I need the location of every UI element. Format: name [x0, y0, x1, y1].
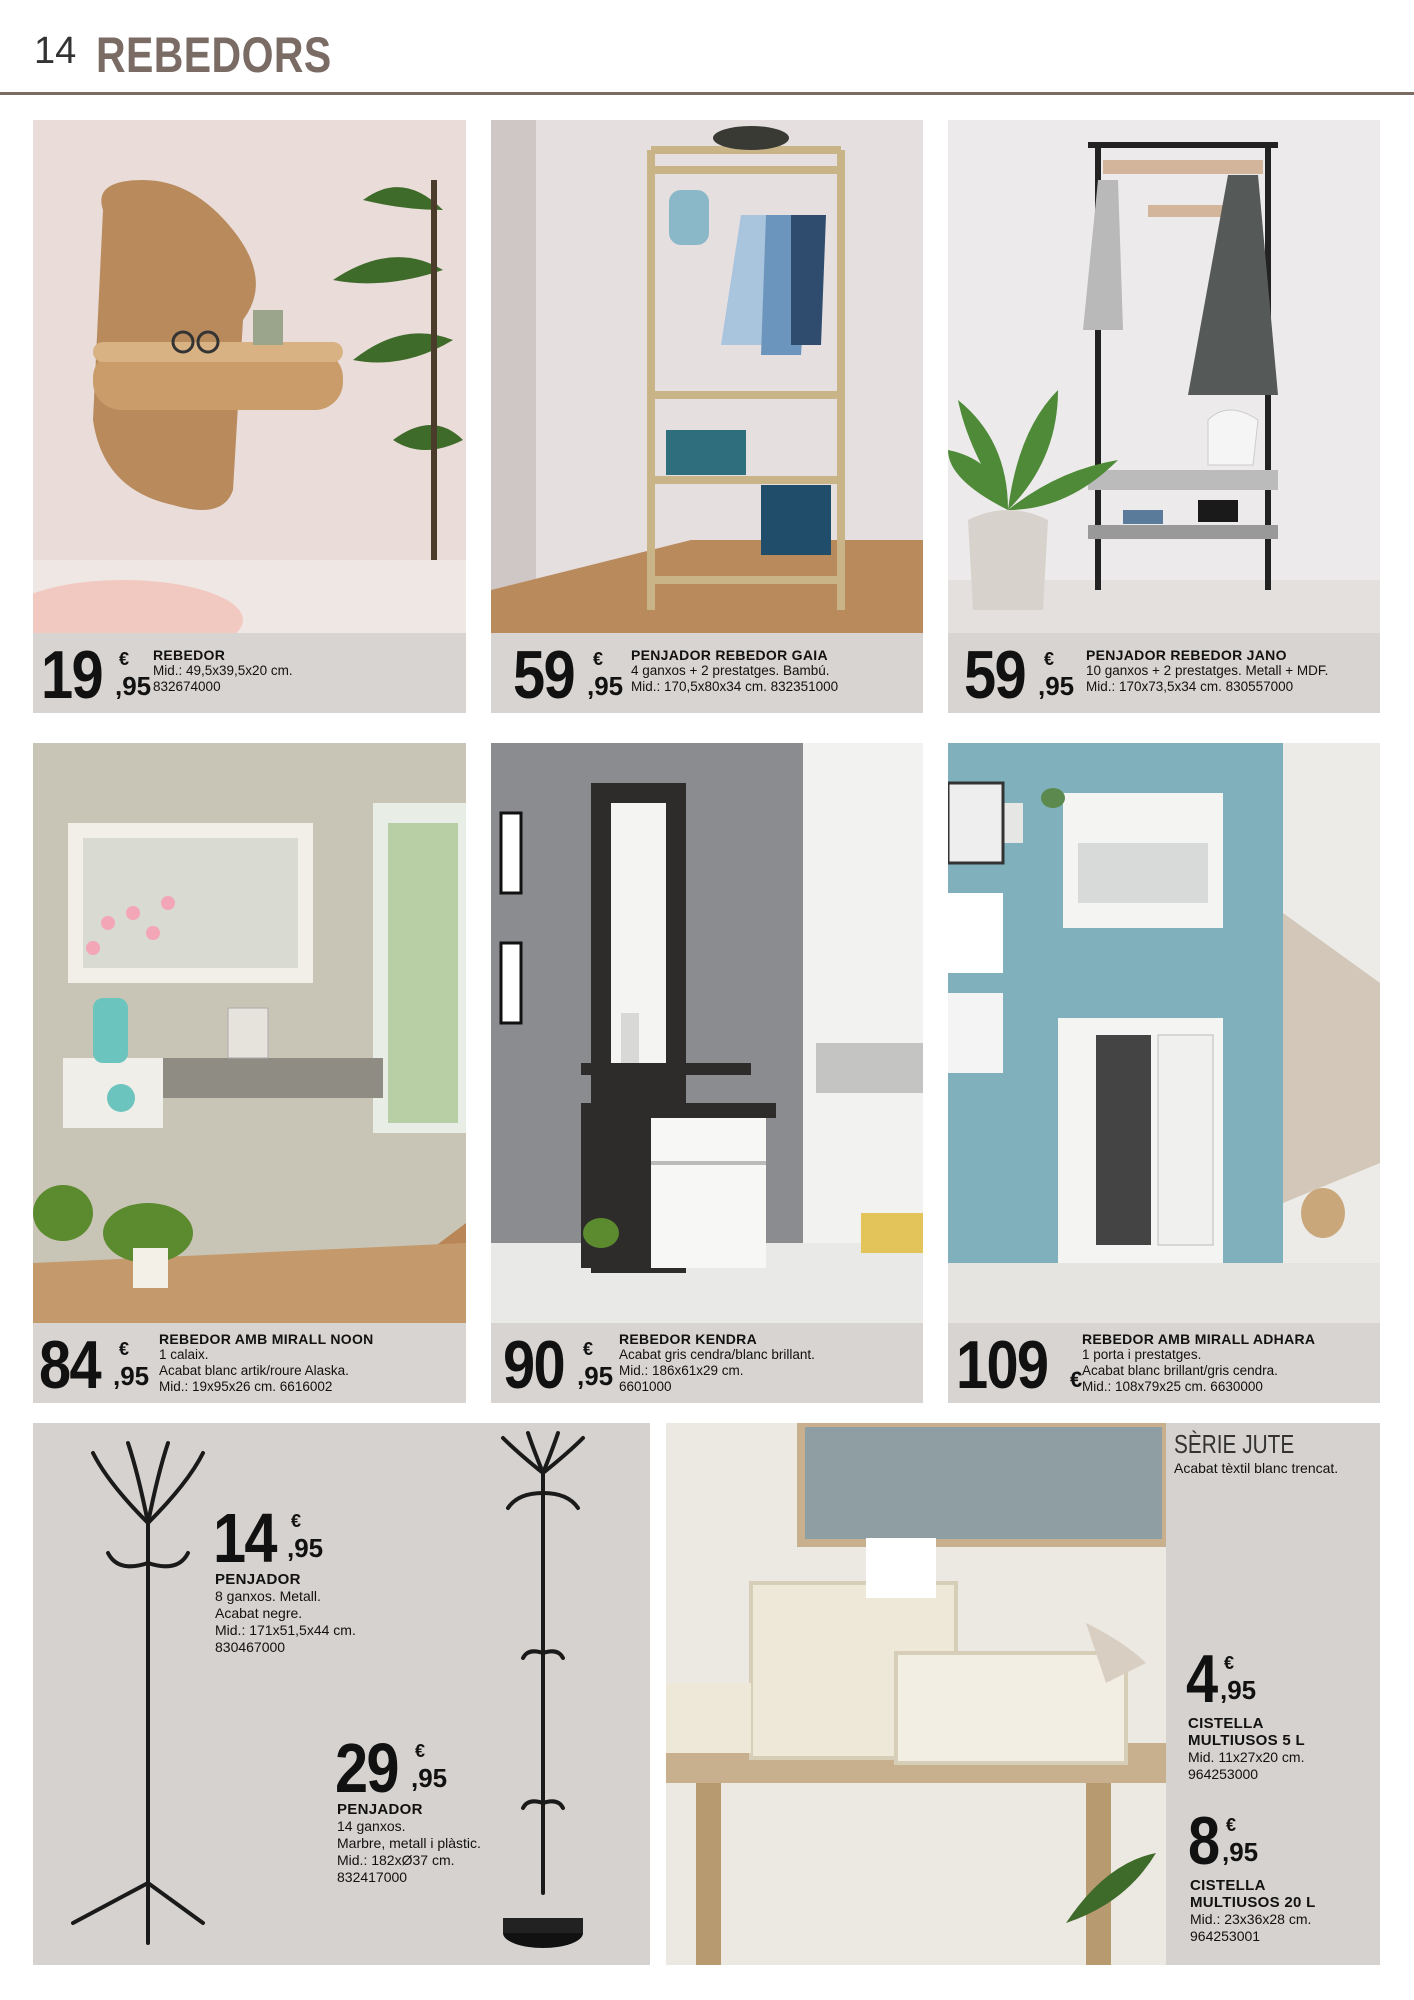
currency-symbol: €: [583, 1339, 594, 1359]
product-info: [619, 1331, 815, 1395]
currency-symbol: €: [1044, 649, 1055, 669]
product-card-rebedor[interactable]: [33, 120, 466, 713]
product-info: [1086, 647, 1328, 695]
product-detail: Acabat gris cendra/blanc brillant.: [619, 1347, 815, 1362]
price: [39, 1327, 150, 1403]
price-integer: 109: [956, 1327, 1048, 1403]
product-name: REBEDOR AMB MIRALL NOON: [159, 1331, 374, 1347]
product-detail: Mid.: 182xØ37 cm.: [337, 1852, 455, 1868]
product-name: CISTELLA: [1190, 1877, 1266, 1894]
product-name: REBEDOR KENDRA: [619, 1331, 757, 1347]
product-code: 964253000: [1188, 1766, 1259, 1782]
product-code: 832417000: [337, 1869, 408, 1885]
price-cents: ,95: [1222, 1837, 1259, 1867]
header-divider: [0, 92, 1414, 95]
product-name: CISTELLA: [1188, 1715, 1264, 1732]
product-code: Mid.: 170,5x80x34 cm. 832351000: [631, 679, 839, 694]
product-detail: 1 porta i prestatges.: [1082, 1347, 1202, 1362]
product-photo-jano: [948, 120, 1380, 633]
product-detail: Acabat blanc artik/roure Alaska.: [159, 1363, 349, 1378]
product-detail: 14 ganxos.: [337, 1818, 406, 1834]
product-name: REBEDOR AMB MIRALL ADHARA: [1082, 1331, 1316, 1347]
product-detail: 1 calaix.: [159, 1347, 209, 1362]
series-title: SÈRIE JUTE: [1174, 1429, 1295, 1459]
price: [956, 1327, 1083, 1403]
price-cents: ,95: [1220, 1675, 1257, 1705]
product-card-adhara[interactable]: [948, 743, 1380, 1403]
product-info: [1082, 1331, 1315, 1395]
price-cents: ,95: [411, 1763, 448, 1793]
currency-symbol: €: [119, 1339, 130, 1359]
price-penjador-14: [335, 1729, 448, 1807]
price: [513, 637, 624, 713]
price-integer: 8: [1188, 1803, 1219, 1879]
price-integer: 59: [964, 637, 1025, 713]
price-bar: [33, 633, 466, 713]
currency-symbol: €: [415, 1741, 426, 1761]
price: [964, 637, 1075, 713]
product-name: PENJADOR REBEDOR GAIA: [631, 647, 828, 663]
currency-symbol: €: [593, 649, 604, 669]
price-cistella-5l: [1186, 1641, 1257, 1717]
product-name: PENJADOR: [337, 1801, 423, 1818]
currency-symbol: €: [1224, 1653, 1235, 1673]
product-info: [631, 647, 838, 695]
product-photo-kendra: [491, 743, 923, 1323]
product-info-penjador-14: [337, 1801, 481, 1886]
price: [41, 637, 152, 713]
currency-symbol: €: [291, 1511, 302, 1531]
jute-series-panel: [666, 1423, 1380, 1965]
product-detail: Mid.: 23x36x28 cm.: [1190, 1911, 1312, 1927]
price-integer: 14: [213, 1499, 276, 1577]
product-detail: Mid. 11x27x20 cm.: [1188, 1749, 1305, 1765]
product-name: MULTIUSOS 5 L: [1188, 1732, 1305, 1749]
price-bar: [948, 633, 1380, 713]
price-integer: 84: [39, 1327, 100, 1403]
price-cents: ,95: [577, 1361, 614, 1391]
product-detail: Acabat negre.: [215, 1605, 303, 1621]
series-subtitle: Acabat tèxtil blanc trencat.: [1174, 1460, 1339, 1476]
product-info: [153, 647, 293, 695]
product-photo-noon: [33, 743, 466, 1323]
price-penjador-8: [213, 1499, 324, 1577]
page-number: 14: [34, 30, 77, 72]
product-card-gaia[interactable]: [491, 120, 923, 713]
product-code: 964253001: [1190, 1928, 1261, 1944]
product-detail: Marbre, metall i plàstic.: [337, 1835, 481, 1851]
product-detail: Mid.: 49,5x39,5x20 cm.: [153, 663, 293, 678]
product-photo-gaia: [491, 120, 923, 633]
price-cents: ,95: [113, 1361, 150, 1391]
product-photo-rebedor: [33, 120, 466, 633]
price-integer: 90: [503, 1327, 564, 1403]
jute-series-header: [1174, 1429, 1338, 1477]
product-card-noon[interactable]: [33, 743, 466, 1403]
price-bar: [948, 1323, 1380, 1403]
price-cistella-20l: [1188, 1803, 1259, 1879]
price-integer: 29: [335, 1729, 398, 1807]
product-photo-adhara: [948, 743, 1380, 1323]
price-bar: [33, 1323, 466, 1403]
currency-symbol: €: [1070, 1367, 1083, 1392]
product-info-cistella-20l: [1190, 1877, 1316, 1945]
price: [503, 1327, 614, 1403]
product-name: REBEDOR: [153, 647, 226, 663]
price-integer: 59: [513, 637, 574, 713]
price-integer: 4: [1186, 1641, 1217, 1717]
product-detail: Acabat blanc brillant/gris cendra.: [1082, 1363, 1278, 1378]
currency-symbol: €: [119, 649, 130, 669]
price-bar: [491, 1323, 923, 1403]
product-code: 830467000: [215, 1639, 286, 1655]
product-name: MULTIUSOS 20 L: [1190, 1894, 1316, 1911]
product-info-cistella-5l: [1188, 1715, 1305, 1783]
price-cents: ,95: [287, 1533, 324, 1563]
section-title: REBEDORS: [96, 27, 332, 83]
product-name: PENJADOR: [215, 1571, 301, 1588]
product-code: 6601000: [619, 1379, 672, 1394]
product-card-kendra[interactable]: [491, 743, 923, 1403]
product-detail: 8 ganxos. Metall.: [215, 1588, 321, 1604]
product-detail: 4 ganxos + 2 prestatges. Bambú.: [631, 663, 830, 678]
currency-symbol: €: [1226, 1815, 1237, 1835]
coat-racks-panel: [33, 1423, 650, 1965]
product-name: PENJADOR REBEDOR JANO: [1086, 647, 1287, 663]
price-cents: ,95: [1038, 671, 1075, 701]
product-card-jano[interactable]: [948, 120, 1380, 713]
price-cents: ,95: [587, 671, 624, 701]
page-header: [0, 0, 1414, 98]
product-detail: Mid.: 186x61x29 cm.: [619, 1363, 744, 1378]
product-code: 832674000: [153, 679, 221, 694]
price-bar: [491, 633, 923, 713]
product-detail: Mid.: 171x51,5x44 cm.: [215, 1622, 356, 1638]
product-code: Mid.: 19x95x26 cm. 6616002: [159, 1379, 333, 1394]
product-code: Mid.: 108x79x25 cm. 6630000: [1082, 1379, 1263, 1394]
product-info-penjador-8: [215, 1571, 356, 1656]
product-detail: 10 ganxos + 2 prestatges. Metall + MDF.: [1086, 663, 1329, 678]
jute-baskets-photo: [666, 1423, 1166, 1965]
price-cents: ,95: [115, 671, 152, 701]
price-integer: 19: [41, 637, 102, 713]
product-code: Mid.: 170x73,5x34 cm. 830557000: [1086, 679, 1294, 694]
product-info: [159, 1331, 374, 1395]
